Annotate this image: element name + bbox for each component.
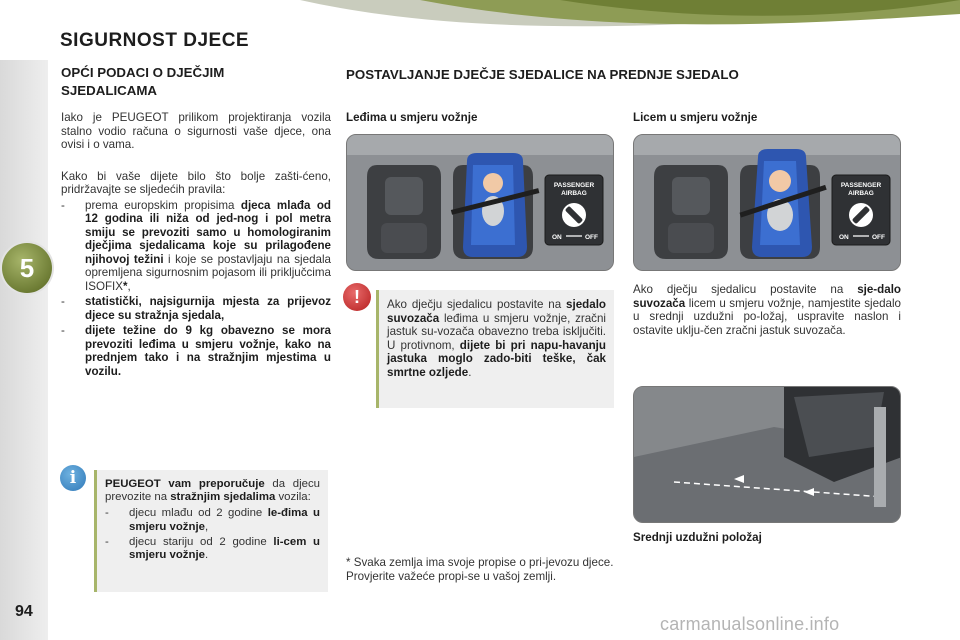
seat-position-illustration — [633, 386, 901, 523]
info-recommendation-box — [94, 470, 328, 592]
airbag-panel-line2: AIRBAG — [561, 190, 587, 197]
info-text: PEUGEOT vam preporučuje da djecu prevozite na stražnjim sjedalima vozila: — [105, 478, 320, 504]
page-number: 94 — [15, 603, 33, 620]
rules-list — [61, 199, 331, 379]
general-section-title: OPĆI PODACI O DJEČJIM SJEDALICAMA — [61, 65, 225, 98]
general-info-column — [61, 64, 331, 378]
info-list-item: - djecu mlađu od 2 godine le-đima u smjeru vožnje, — [105, 507, 320, 533]
airbag-panel-line2: AIRBAG — [848, 190, 874, 197]
forward-facing-illustration — [633, 134, 901, 271]
country-footnote: * Svaka zemlja ima svoje propise o pri-jevozu djece. Provjerite važeće propi-se u vašoj zemlji. — [346, 556, 614, 583]
side-tab-strip — [0, 60, 48, 640]
rules-intro: Kako bi vaše dijete bilo što bolje zašti-ćeno, pridržavajte se sljedećih pravila: — [61, 169, 331, 196]
forward-facing-label: Licem u smjeru vožnje — [633, 111, 758, 124]
front-seat-section-title: POSTAVLJANJE DJEČJE SJEDALICE NA PREDNJE SJEDALO — [346, 67, 739, 82]
info-list — [105, 507, 320, 562]
watermark: carmanualsonline.info — [660, 614, 840, 634]
info-icon: i — [60, 465, 86, 491]
forward-facing-instructions — [633, 283, 901, 337]
rule-item: - prema europskim propisima djeca mlađa od 12 godina ili niža od jed-nog i pol metra smiju se prevoziti samo u homologiranim dječjima sjedalicama koje su prilagođene njihovoj težini i koje se postavljaju na sjedala opremljena sigurnosnim pojasom ili priključcima ISOFIX*, — [61, 199, 331, 294]
rule-item: - statistički, najsigurnija mjesta za prijevoz djece su stražnja sjedala, — [61, 295, 331, 322]
airbag-panel-line1: PASSENGER — [553, 182, 595, 189]
airbag-panel-line1: PASSENGER — [840, 182, 882, 189]
general-intro: Iako je PEUGEOT prilikom projektiranja vozila stalno vodio računa o sigurnosti vaše djece, ona ovisi i o vama. — [61, 111, 331, 151]
middle-position-label: Srednji uzdužni položaj — [633, 531, 762, 544]
rear-facing-label: Leđima u smjeru vožnje — [346, 111, 478, 124]
forward-facing-text: Ako dječju sjedalicu postavite na sje-dalo suvozača licem u smjeru vožnje, namjestite sjedalo u srednji uzdužni po-ložaj, uspravite naslon i ostavite uklju-čen zračni jastuk suvozača. — [633, 283, 901, 337]
airbag-warning-box — [376, 290, 614, 408]
airbag-off-label: OFF — [585, 234, 598, 241]
airbag-on-label: ON — [552, 234, 562, 241]
rear-facing-illustration — [346, 134, 614, 271]
warning-icon: ! — [343, 283, 371, 311]
rule-item: - dijete težine do 9 kg obavezno se mora prevoziti leđima u smjeru vožnje, kako na prednjem tako i na stražnjim mjestima u vozilu. — [61, 324, 331, 378]
page-title: SIGURNOST DJECE — [60, 30, 250, 51]
info-list-item: - djecu stariju od 2 godine li-cem u smjeru vožnje. — [105, 536, 320, 562]
airbag-on-label: ON — [839, 234, 849, 241]
warning-text: Ako dječju sjedalicu postavite na sjedalo suvozača leđima u smjeru vožnje, zračni jastuk su-vozača obavezno treba isključiti. U protivnom, dijete bi pri napu-havanju jastuka moglo zado-biti teške, čak smrtne ozljede. — [387, 298, 606, 379]
chapter-number-badge: 5 — [2, 243, 52, 293]
airbag-off-label: OFF — [872, 234, 885, 241]
